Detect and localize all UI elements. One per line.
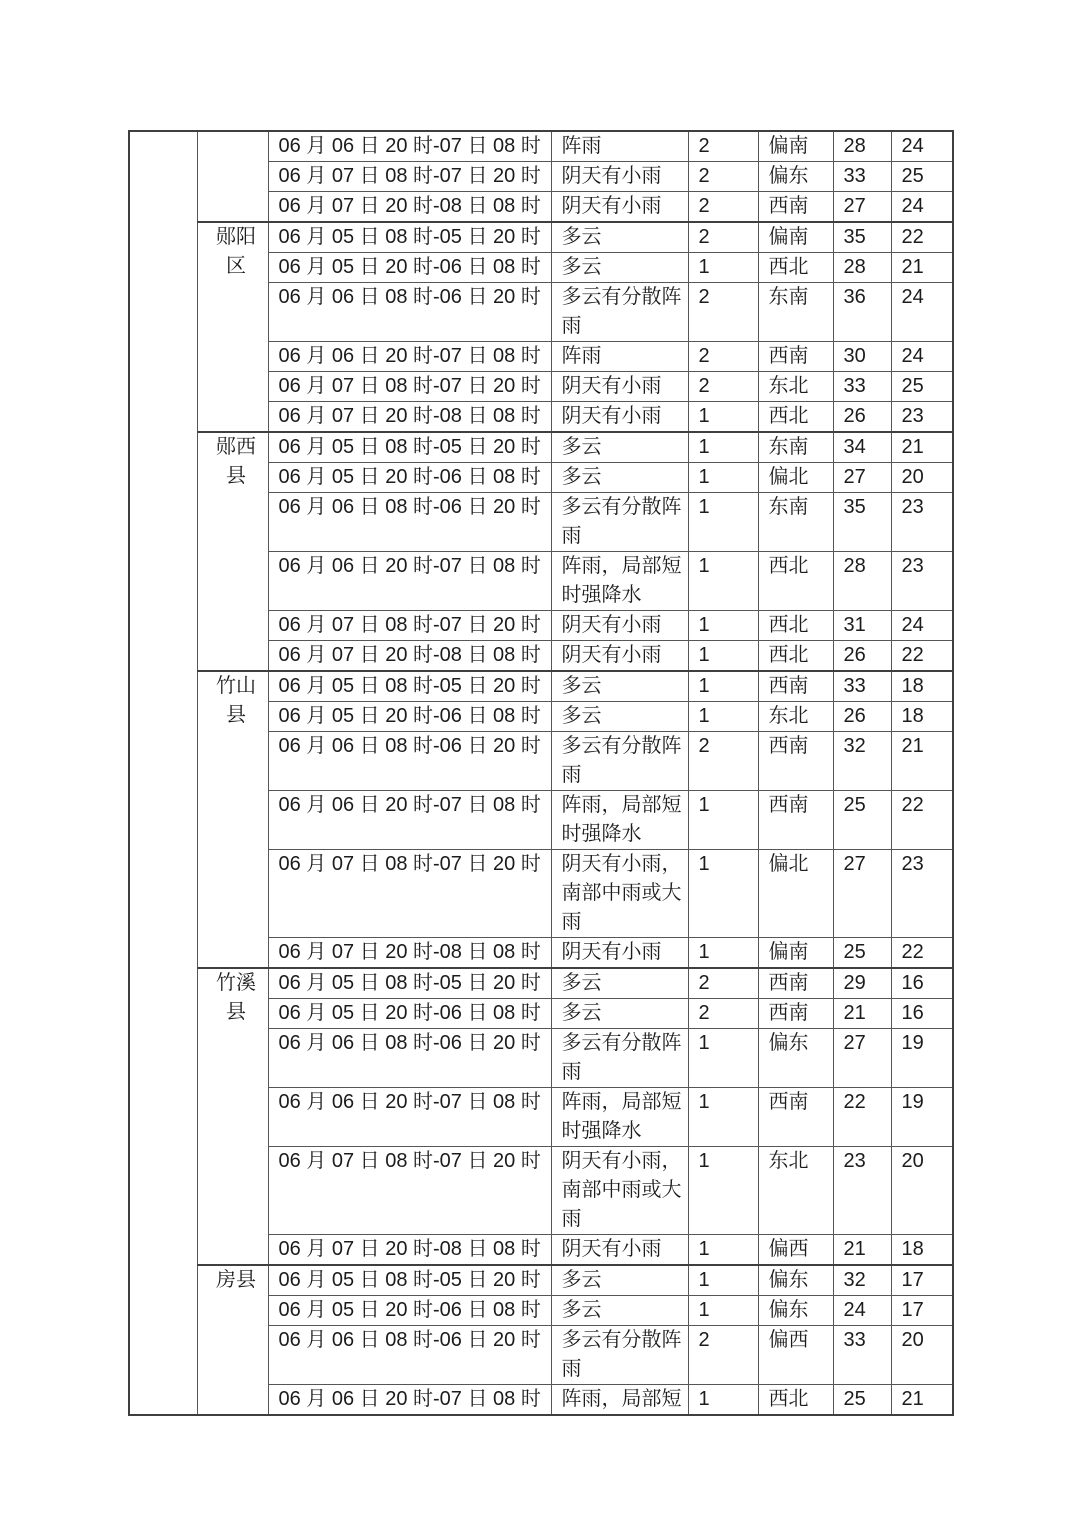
weather-cell: 多云有分散阵雨 xyxy=(551,283,688,342)
time-cell: 06 月 05 日 20 时-06 日 08 时 xyxy=(268,1296,551,1326)
table-row xyxy=(129,968,953,999)
time-cell: 06 月 05 日 20 时-06 日 08 时 xyxy=(268,999,551,1029)
low-temp-cell: 20 xyxy=(891,1326,953,1385)
high-temp-cell: 35 xyxy=(833,493,891,552)
weather-cell: 阵雨 xyxy=(551,342,688,372)
district-cell: 房县 xyxy=(197,1265,268,1415)
low-temp-cell: 18 xyxy=(891,1235,953,1266)
wind-force-cell: 2 xyxy=(688,732,758,791)
time-cell: 06 月 05 日 20 时-06 日 08 时 xyxy=(268,702,551,732)
wind-direction-cell: 西南 xyxy=(758,192,833,223)
low-temp-cell: 16 xyxy=(891,968,953,999)
weather-cell: 阴天有小雨 xyxy=(551,402,688,433)
table-row xyxy=(129,131,953,162)
wind-direction-cell: 西南 xyxy=(758,342,833,372)
low-temp-cell: 21 xyxy=(891,732,953,791)
wind-direction-cell: 偏北 xyxy=(758,850,833,938)
wind-force-cell: 2 xyxy=(688,372,758,402)
high-temp-cell: 22 xyxy=(833,1088,891,1147)
time-cell: 06 月 07 日 20 时-08 日 08 时 xyxy=(268,192,551,223)
time-cell: 06 月 07 日 20 时-08 日 08 时 xyxy=(268,641,551,672)
low-temp-cell: 24 xyxy=(891,192,953,223)
weather-cell: 阴天有小雨 xyxy=(551,162,688,192)
wind-direction-cell: 偏东 xyxy=(758,1265,833,1296)
weather-cell: 阵雨 xyxy=(551,131,688,162)
wind-direction-cell: 偏南 xyxy=(758,131,833,162)
wind-force-cell: 1 xyxy=(688,493,758,552)
wind-force-cell: 1 xyxy=(688,402,758,433)
wind-force-cell: 1 xyxy=(688,432,758,463)
high-temp-cell: 32 xyxy=(833,732,891,791)
wind-direction-cell: 西南 xyxy=(758,1088,833,1147)
time-cell: 06 月 05 日 20 时-06 日 08 时 xyxy=(268,253,551,283)
weather-cell: 多云 xyxy=(551,1265,688,1296)
high-temp-cell: 32 xyxy=(833,1265,891,1296)
time-cell: 06 月 07 日 20 时-08 日 08 时 xyxy=(268,1235,551,1266)
wind-force-cell: 1 xyxy=(688,641,758,672)
wind-direction-cell: 东南 xyxy=(758,493,833,552)
low-temp-cell: 23 xyxy=(891,493,953,552)
wind-force-cell: 1 xyxy=(688,1147,758,1235)
time-cell: 06 月 06 日 08 时-06 日 20 时 xyxy=(268,1326,551,1385)
wind-force-cell: 2 xyxy=(688,342,758,372)
high-temp-cell: 33 xyxy=(833,1326,891,1385)
weather-cell: 多云 xyxy=(551,1296,688,1326)
wind-force-cell: 1 xyxy=(688,1296,758,1326)
wind-force-cell: 1 xyxy=(688,463,758,493)
high-temp-cell: 34 xyxy=(833,432,891,463)
wind-force-cell: 1 xyxy=(688,253,758,283)
time-cell: 06 月 06 日 20 时-07 日 08 时 xyxy=(268,131,551,162)
high-temp-cell: 35 xyxy=(833,222,891,253)
table-row xyxy=(129,671,953,702)
time-cell: 06 月 05 日 20 时-06 日 08 时 xyxy=(268,463,551,493)
time-cell: 06 月 06 日 08 时-06 日 20 时 xyxy=(268,493,551,552)
low-temp-cell: 18 xyxy=(891,702,953,732)
wind-force-cell: 1 xyxy=(688,1029,758,1088)
time-cell: 06 月 06 日 20 时-07 日 08 时 xyxy=(268,1385,551,1416)
low-temp-cell: 20 xyxy=(891,463,953,493)
wind-force-cell: 1 xyxy=(688,611,758,641)
wind-force-cell: 2 xyxy=(688,999,758,1029)
weather-cell: 阵雨，局部短 xyxy=(551,1385,688,1416)
high-temp-cell: 23 xyxy=(833,1147,891,1235)
wind-force-cell: 1 xyxy=(688,1385,758,1416)
wind-direction-cell: 偏西 xyxy=(758,1326,833,1385)
high-temp-cell: 27 xyxy=(833,463,891,493)
high-temp-cell: 33 xyxy=(833,162,891,192)
time-cell: 06 月 07 日 08 时-07 日 20 时 xyxy=(268,372,551,402)
low-temp-cell: 21 xyxy=(891,432,953,463)
wind-direction-cell: 西北 xyxy=(758,641,833,672)
time-cell: 06 月 05 日 08 时-05 日 20 时 xyxy=(268,432,551,463)
wind-force-cell: 2 xyxy=(688,1326,758,1385)
time-cell: 06 月 06 日 08 时-06 日 20 时 xyxy=(268,283,551,342)
time-cell: 06 月 07 日 08 时-07 日 20 时 xyxy=(268,611,551,641)
high-temp-cell: 21 xyxy=(833,1235,891,1266)
low-temp-cell: 16 xyxy=(891,999,953,1029)
wind-force-cell: 2 xyxy=(688,222,758,253)
wind-force-cell: 1 xyxy=(688,702,758,732)
weather-cell: 多云 xyxy=(551,253,688,283)
time-cell: 06 月 06 日 20 时-07 日 08 时 xyxy=(268,342,551,372)
wind-direction-cell: 西北 xyxy=(758,611,833,641)
weather-cell: 阵雨，局部短时强降水 xyxy=(551,1088,688,1147)
low-temp-cell: 19 xyxy=(891,1088,953,1147)
low-temp-cell: 17 xyxy=(891,1296,953,1326)
low-temp-cell: 22 xyxy=(891,791,953,850)
weather-cell: 阴天有小雨 xyxy=(551,641,688,672)
low-temp-cell: 24 xyxy=(891,131,953,162)
high-temp-cell: 29 xyxy=(833,968,891,999)
district-cell: 竹溪县 xyxy=(197,968,268,1265)
weather-cell: 阵雨，局部短时强降水 xyxy=(551,791,688,850)
low-temp-cell: 21 xyxy=(891,253,953,283)
time-cell: 06 月 05 日 08 时-05 日 20 时 xyxy=(268,222,551,253)
time-cell: 06 月 07 日 20 时-08 日 08 时 xyxy=(268,402,551,433)
low-temp-cell: 24 xyxy=(891,342,953,372)
weather-cell: 多云 xyxy=(551,432,688,463)
low-temp-cell: 23 xyxy=(891,850,953,938)
high-temp-cell: 21 xyxy=(833,999,891,1029)
district-cell: 竹山县 xyxy=(197,671,268,968)
weather-cell: 多云 xyxy=(551,671,688,702)
low-temp-cell: 19 xyxy=(891,1029,953,1088)
high-temp-cell: 25 xyxy=(833,791,891,850)
high-temp-cell: 26 xyxy=(833,402,891,433)
low-temp-cell: 22 xyxy=(891,641,953,672)
wind-force-cell: 2 xyxy=(688,131,758,162)
wind-direction-cell: 偏东 xyxy=(758,162,833,192)
wind-force-cell: 2 xyxy=(688,162,758,192)
district-cell: 郧阳区 xyxy=(197,222,268,432)
weather-cell: 阴天有小雨 xyxy=(551,611,688,641)
wind-direction-cell: 偏东 xyxy=(758,1029,833,1088)
time-cell: 06 月 07 日 08 时-07 日 20 时 xyxy=(268,1147,551,1235)
high-temp-cell: 31 xyxy=(833,611,891,641)
high-temp-cell: 27 xyxy=(833,192,891,223)
time-cell: 06 月 06 日 20 时-07 日 08 时 xyxy=(268,1088,551,1147)
wind-direction-cell: 东南 xyxy=(758,283,833,342)
time-cell: 06 月 06 日 08 时-06 日 20 时 xyxy=(268,1029,551,1088)
wind-force-cell: 2 xyxy=(688,192,758,223)
wind-force-cell: 1 xyxy=(688,938,758,969)
high-temp-cell: 25 xyxy=(833,938,891,969)
weather-cell: 多云 xyxy=(551,702,688,732)
wind-direction-cell: 西南 xyxy=(758,968,833,999)
wind-force-cell: 1 xyxy=(688,1088,758,1147)
weather-cell: 多云有分散阵雨 xyxy=(551,1029,688,1088)
low-temp-cell: 20 xyxy=(891,1147,953,1235)
low-temp-cell: 24 xyxy=(891,611,953,641)
city-cell xyxy=(129,131,197,1415)
high-temp-cell: 36 xyxy=(833,283,891,342)
wind-direction-cell: 东南 xyxy=(758,432,833,463)
wind-force-cell: 1 xyxy=(688,850,758,938)
wind-direction-cell: 西北 xyxy=(758,1385,833,1416)
wind-force-cell: 1 xyxy=(688,1235,758,1266)
high-temp-cell: 33 xyxy=(833,372,891,402)
time-cell: 06 月 06 日 20 时-07 日 08 时 xyxy=(268,791,551,850)
wind-force-cell: 2 xyxy=(688,283,758,342)
weather-cell: 多云有分散阵雨 xyxy=(551,1326,688,1385)
wind-direction-cell: 西北 xyxy=(758,253,833,283)
table-row xyxy=(129,432,953,463)
high-temp-cell: 27 xyxy=(833,1029,891,1088)
wind-direction-cell: 东北 xyxy=(758,702,833,732)
time-cell: 06 月 07 日 20 时-08 日 08 时 xyxy=(268,938,551,969)
wind-force-cell: 1 xyxy=(688,552,758,611)
time-cell: 06 月 06 日 20 时-07 日 08 时 xyxy=(268,552,551,611)
time-cell: 06 月 05 日 08 时-05 日 20 时 xyxy=(268,968,551,999)
weather-cell: 多云 xyxy=(551,999,688,1029)
time-cell: 06 月 05 日 08 时-05 日 20 时 xyxy=(268,1265,551,1296)
high-temp-cell: 27 xyxy=(833,850,891,938)
low-temp-cell: 17 xyxy=(891,1265,953,1296)
wind-direction-cell: 东北 xyxy=(758,1147,833,1235)
weather-cell: 阴天有小雨，南部中雨或大雨 xyxy=(551,1147,688,1235)
weather-forecast-table xyxy=(128,130,954,1416)
high-temp-cell: 28 xyxy=(833,131,891,162)
low-temp-cell: 18 xyxy=(891,671,953,702)
weather-cell: 多云 xyxy=(551,463,688,493)
high-temp-cell: 26 xyxy=(833,641,891,672)
weather-cell: 阴天有小雨 xyxy=(551,938,688,969)
wind-force-cell: 1 xyxy=(688,1265,758,1296)
time-cell: 06 月 07 日 08 时-07 日 20 时 xyxy=(268,162,551,192)
wind-direction-cell: 偏南 xyxy=(758,938,833,969)
high-temp-cell: 24 xyxy=(833,1296,891,1326)
wind-direction-cell: 西北 xyxy=(758,552,833,611)
weather-cell: 阵雨，局部短时强降水 xyxy=(551,552,688,611)
wind-direction-cell: 西南 xyxy=(758,791,833,850)
high-temp-cell: 28 xyxy=(833,552,891,611)
wind-direction-cell: 西南 xyxy=(758,999,833,1029)
wind-force-cell: 2 xyxy=(688,968,758,999)
wind-direction-cell: 偏北 xyxy=(758,463,833,493)
wind-force-cell: 1 xyxy=(688,671,758,702)
weather-cell: 多云 xyxy=(551,222,688,253)
low-temp-cell: 25 xyxy=(891,162,953,192)
time-cell: 06 月 06 日 08 时-06 日 20 时 xyxy=(268,732,551,791)
high-temp-cell: 33 xyxy=(833,671,891,702)
wind-direction-cell: 偏东 xyxy=(758,1296,833,1326)
low-temp-cell: 23 xyxy=(891,552,953,611)
high-temp-cell: 25 xyxy=(833,1385,891,1416)
low-temp-cell: 22 xyxy=(891,222,953,253)
district-cell: 郧西县 xyxy=(197,432,268,671)
low-temp-cell: 21 xyxy=(891,1385,953,1416)
weather-cell: 阴天有小雨，南部中雨或大雨 xyxy=(551,850,688,938)
weather-cell: 多云有分散阵雨 xyxy=(551,493,688,552)
wind-direction-cell: 西北 xyxy=(758,402,833,433)
wind-direction-cell: 西南 xyxy=(758,732,833,791)
wind-force-cell: 1 xyxy=(688,791,758,850)
low-temp-cell: 24 xyxy=(891,283,953,342)
time-cell: 06 月 05 日 08 时-05 日 20 时 xyxy=(268,671,551,702)
wind-direction-cell: 东北 xyxy=(758,372,833,402)
high-temp-cell: 26 xyxy=(833,702,891,732)
weather-cell: 多云有分散阵雨 xyxy=(551,732,688,791)
high-temp-cell: 28 xyxy=(833,253,891,283)
wind-direction-cell: 偏南 xyxy=(758,222,833,253)
table-row xyxy=(129,222,953,253)
low-temp-cell: 22 xyxy=(891,938,953,969)
weather-cell: 阴天有小雨 xyxy=(551,1235,688,1266)
high-temp-cell: 30 xyxy=(833,342,891,372)
weather-cell: 多云 xyxy=(551,968,688,999)
low-temp-cell: 25 xyxy=(891,372,953,402)
wind-direction-cell: 偏西 xyxy=(758,1235,833,1266)
district-cell xyxy=(197,131,268,222)
table-row xyxy=(129,1265,953,1296)
low-temp-cell: 23 xyxy=(891,402,953,433)
weather-cell: 阴天有小雨 xyxy=(551,372,688,402)
weather-cell: 阴天有小雨 xyxy=(551,192,688,223)
wind-direction-cell: 西南 xyxy=(758,671,833,702)
time-cell: 06 月 07 日 08 时-07 日 20 时 xyxy=(268,850,551,938)
